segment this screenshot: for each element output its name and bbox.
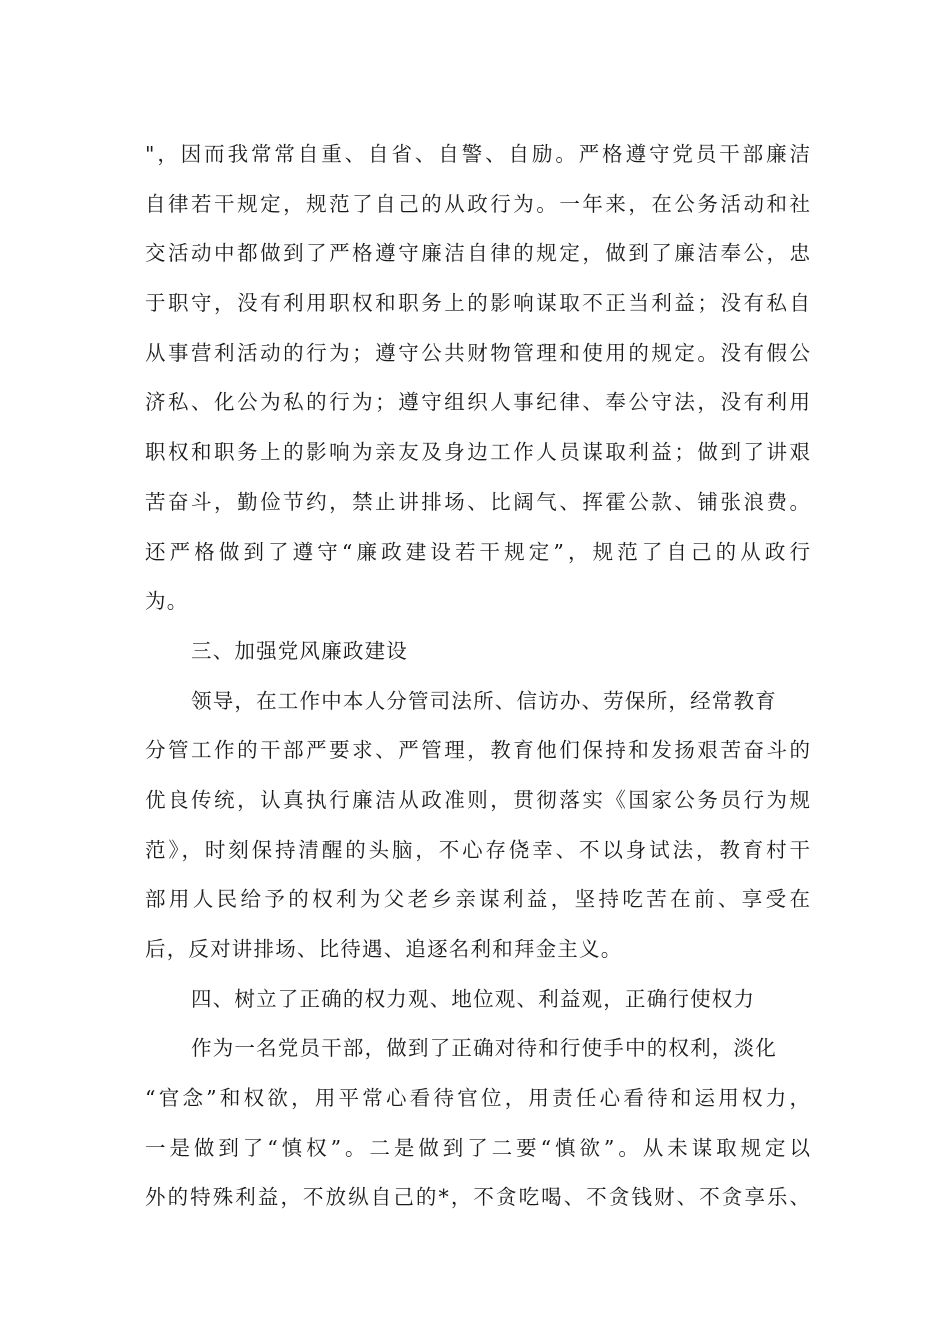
text-line: “官念”和权欲，用平常心看待官位，用责任心看待和运用权力，: [145, 1086, 810, 1111]
text-line: 自律若干规定，规范了自己的从政行为。一年来，在公务活动和社: [145, 191, 810, 216]
text-line: 后，反对讲排场、比待遇、追逐名利和拜金主义。: [145, 937, 623, 961]
text-line: 于职守，没有利用职权和职务上的影响谋取不正当利益；没有私自: [145, 291, 810, 316]
text-line: 范》，时刻保持清醒的头脑，不心存侥幸、不以身试法，教育村干: [145, 837, 810, 862]
text-line: "，因而我常常自重、自省、自警、自励。严格遵守党员干部廉洁: [145, 142, 810, 166]
text-line: 苦奋斗，勤俭节约，禁止讲排场、比阔气、挥霍公款、铺张浪费。: [145, 489, 810, 514]
document-body: [145, 132, 810, 1225]
text-line: 优良传统，认真执行廉洁从政准则，贯彻落实《国家公务员行为规: [145, 787, 810, 812]
text-line: 领导，在工作中本人分管司法所、信访办、劳保所，经常教育: [191, 688, 777, 713]
section-heading: 四、树立了正确的权力观、地位观、利益观，正确行使权力: [191, 986, 756, 1011]
text-line: 还严格做到了遵守“廉政建设若干规定”，规范了自己的从政行: [145, 539, 810, 564]
section-heading: 三、加强党风廉政建设: [191, 638, 408, 663]
text-line: 交活动中都做到了严格遵守廉洁自律的规定，做到了廉洁奉公，忠: [145, 241, 810, 266]
text-line: 为。: [145, 589, 189, 614]
text-line: 职权和职务上的影响为亲友及身边工作人员谋取利益；做到了讲艰: [145, 440, 810, 465]
text-line: 济私、化公为私的行为；遵守组织人事纪律、奉公守法，没有利用: [145, 390, 810, 415]
text-line: 分管工作的干部严要求、严管理，教育他们保持和发扬艰苦奋斗的: [145, 738, 810, 763]
text-line: 外的特殊利益，不放纵自己的*，不贪吃喝、不贪钱财、不贪享乐、: [145, 1185, 810, 1210]
text-line: 从事营利活动的行为；遵守公共财物管理和使用的规定。没有假公: [145, 340, 810, 365]
text-line: 一是做到了“慎权”。二是做到了二要“慎欲”。从未谋取规定以: [145, 1135, 810, 1160]
text-line: 作为一名党员干部，做到了正确对待和行使手中的权利，淡化: [191, 1036, 777, 1061]
text-line: 部用人民给予的权利为父老乡亲谋利益，坚持吃苦在前、享受在: [145, 887, 810, 912]
